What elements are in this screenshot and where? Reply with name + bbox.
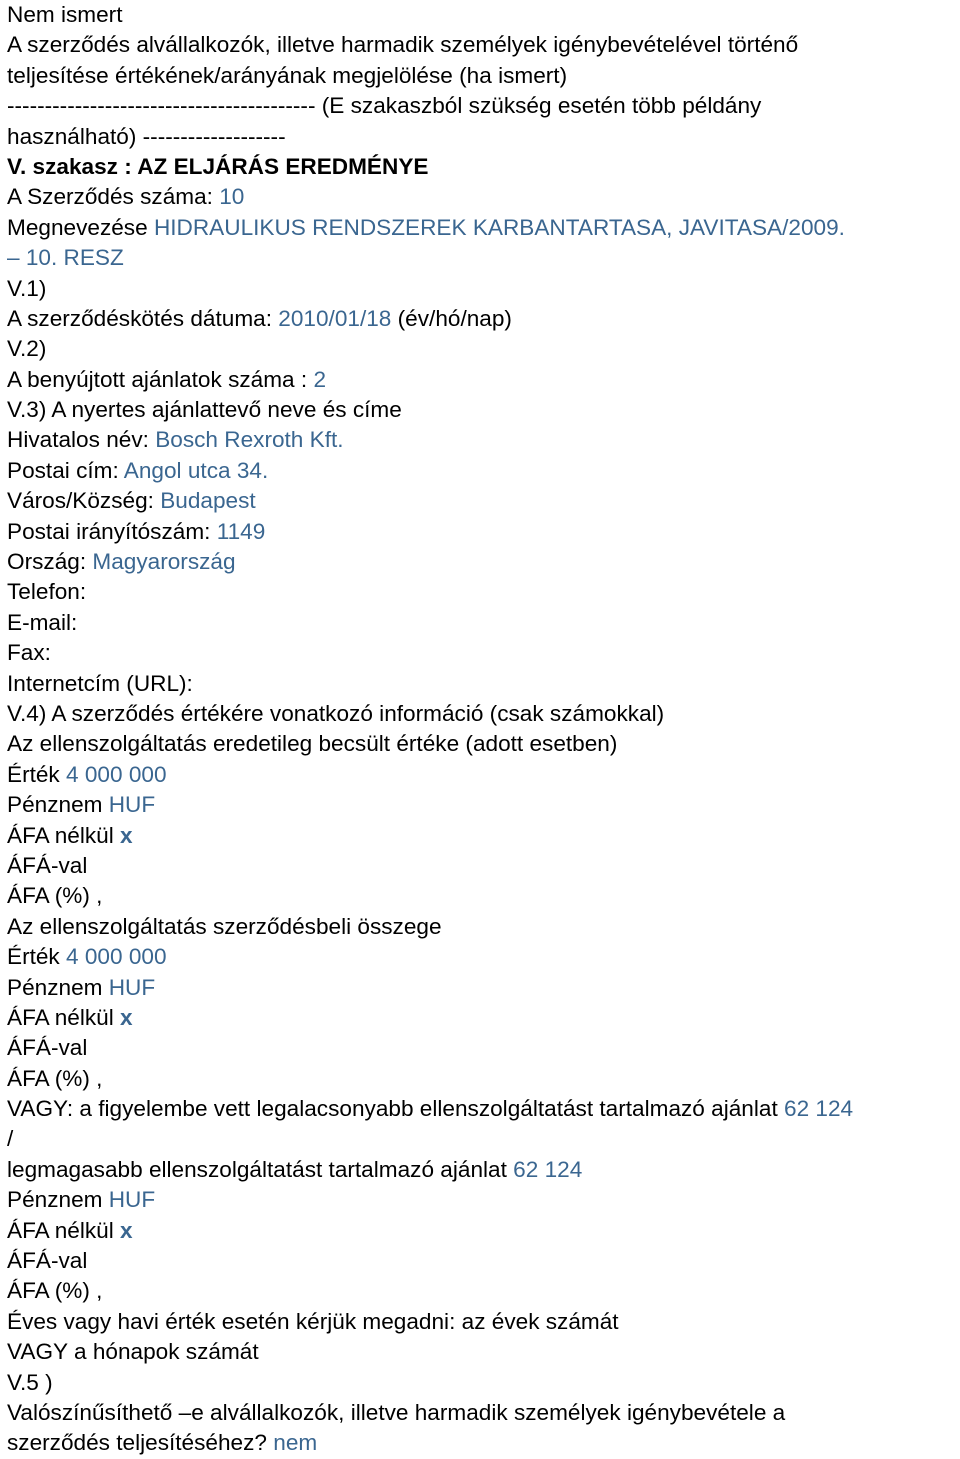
vat-excluded-label: ÁFA nélkül: [7, 1217, 114, 1243]
contract-vat-excluded-row: [7, 1003, 957, 1033]
currency-value: HUF: [108, 1187, 156, 1213]
section-v2-label: V.2): [7, 336, 47, 362]
fax-label: Fax:: [7, 640, 51, 666]
contract-value: 4 000 000: [66, 944, 167, 970]
contract-number-row: [7, 182, 957, 212]
postal-address-value: Angol utca 34.: [123, 457, 269, 483]
subcontract-question-row: [7, 1428, 957, 1458]
vat-included-label: ÁFÁ-val: [7, 1248, 88, 1274]
currency-label: Pénznem: [7, 974, 103, 1000]
highest-offer-label: legmagasabb ellenszolgáltatást tartalmazó ajánlat: [7, 1156, 507, 1182]
currency-label: Pénznem: [7, 1187, 103, 1213]
value-label: Érték: [7, 761, 60, 787]
country-value: Magyarország: [92, 549, 236, 575]
vat-excluded-mark: x: [120, 822, 133, 848]
contract-name-value-line-1: HIDRAULIKUS RENDSZEREK KARBANTARTASA, JAVITASA/2009.: [153, 214, 845, 240]
postal-address-label: Postai cím:: [7, 457, 119, 483]
offers-count-label: A benyújtott ajánlatok száma :: [7, 366, 308, 392]
section-title: V. szakasz : AZ ELJÁRÁS EREDMÉNYE: [7, 153, 429, 179]
contract-date-row: [7, 304, 957, 334]
vat-excluded-mark: x: [120, 1004, 133, 1030]
vat-percent-label: ÁFA (%) ,: [7, 1278, 103, 1304]
section-v1-label: V.1): [7, 275, 47, 301]
offer-currency-row: [7, 1185, 957, 1215]
subcontract-text-line-1: A szerződés alvállalkozók, illetve harmadik személyek igénybevételével történő: [7, 32, 799, 58]
country-label: Ország:: [7, 549, 87, 575]
country-row: [7, 547, 957, 577]
highest-offer-value: 62 124: [513, 1156, 583, 1182]
contract-amount-title: Az ellenszolgáltatás szerződésbeli összege: [7, 913, 442, 939]
divider-note-line-2: használható) -------------------: [7, 123, 286, 149]
subcontract-question-line-1: Valószínűsíthető –e alvállalkozók, illetve harmadik személyek igénybevétele a: [7, 1399, 786, 1425]
vat-included-label: ÁFÁ-val: [7, 1035, 88, 1061]
offers-count-row: [7, 365, 957, 395]
city-value: Budapest: [160, 488, 256, 514]
section-v3-label: V.3) A nyertes ajánlattevő neve és címe: [7, 397, 402, 423]
contract-currency-row: [7, 973, 957, 1003]
months-label: VAGY a hónapok számát: [7, 1339, 259, 1365]
url-label: Internetcím (URL):: [7, 670, 193, 696]
procurement-notice-document: [7, 0, 957, 1459]
section-v5-label: V.5 ): [7, 1369, 53, 1395]
estimated-vat-excluded-row: [7, 821, 957, 851]
vat-excluded-label: ÁFA nélkül: [7, 822, 114, 848]
estimated-currency-row: [7, 790, 957, 820]
official-name-row: [7, 425, 957, 455]
years-label: Éves vagy havi érték esetén kérjük megadni: az évek számát: [7, 1308, 619, 1334]
vat-excluded-label: ÁFA nélkül: [7, 1004, 114, 1030]
city-row: [7, 486, 957, 516]
contract-value-row: [7, 942, 957, 972]
currency-label: Pénznem: [7, 792, 103, 818]
lowest-offer-value: 62 124: [784, 1096, 854, 1122]
vat-percent-label: ÁFA (%) ,: [7, 883, 103, 909]
contract-date-format: (év/hó/nap): [397, 305, 512, 331]
estimated-value-title: Az ellenszolgáltatás eredetileg becsült értéke (adott esetben): [7, 731, 618, 757]
offer-slash: /: [7, 1126, 14, 1152]
top-label: Nem ismert: [7, 2, 123, 27]
postcode-row: [7, 517, 957, 547]
highest-offer-row: [7, 1155, 957, 1185]
subcontract-answer: nem: [273, 1430, 318, 1456]
currency-value: HUF: [108, 974, 156, 1000]
vat-percent-label: ÁFA (%) ,: [7, 1065, 103, 1091]
currency-value: HUF: [108, 792, 156, 818]
contract-number-value: 10: [219, 184, 245, 210]
postcode-value: 1149: [216, 518, 266, 544]
offer-vat-excluded-row: [7, 1216, 957, 1246]
official-name-label: Hivatalos név:: [7, 427, 149, 453]
phone-label: Telefon:: [7, 579, 87, 605]
section-v4-label: V.4) A szerződés értékére vonatkozó információ (csak számokkal): [7, 700, 665, 726]
email-label: E-mail:: [7, 609, 78, 635]
lowest-offer-label: VAGY: a figyelembe vett legalacsonyabb ellenszolgáltatást tartalmazó ajánlat: [7, 1096, 778, 1122]
contract-name-value-line-2: – 10. RESZ: [7, 245, 124, 271]
value-label: Érték: [7, 944, 60, 970]
postal-address-row: [7, 456, 957, 486]
divider-note-line-1: ----------------------------------------- (E szakaszból szükség esetén több példány: [7, 93, 762, 119]
subcontract-question-line-2: szerződés teljesítéséhez?: [7, 1430, 267, 1456]
estimated-value-row: [7, 760, 957, 790]
lowest-offer-row: [7, 1094, 957, 1124]
contract-date-label: A szerződéskötés dátuma:: [7, 305, 272, 331]
contract-date-value: 2010/01/18: [278, 305, 392, 331]
official-name-value: Bosch Rexroth Kft.: [155, 427, 344, 453]
subcontract-text-line-2: teljesítése értékének/arányának megjelölése (ha ismert): [7, 62, 568, 88]
vat-excluded-mark: x: [120, 1217, 133, 1243]
city-label: Város/Község:: [7, 488, 154, 514]
postcode-label: Postai irányítószám:: [7, 518, 211, 544]
offers-count-value: 2: [313, 366, 327, 392]
estimated-value: 4 000 000: [66, 761, 167, 787]
contract-name-label: Megnevezése: [7, 214, 148, 240]
contract-name-row: [7, 213, 957, 243]
contract-number-label: A Szerződés száma:: [7, 184, 213, 210]
vat-included-label: ÁFÁ-val: [7, 852, 88, 878]
